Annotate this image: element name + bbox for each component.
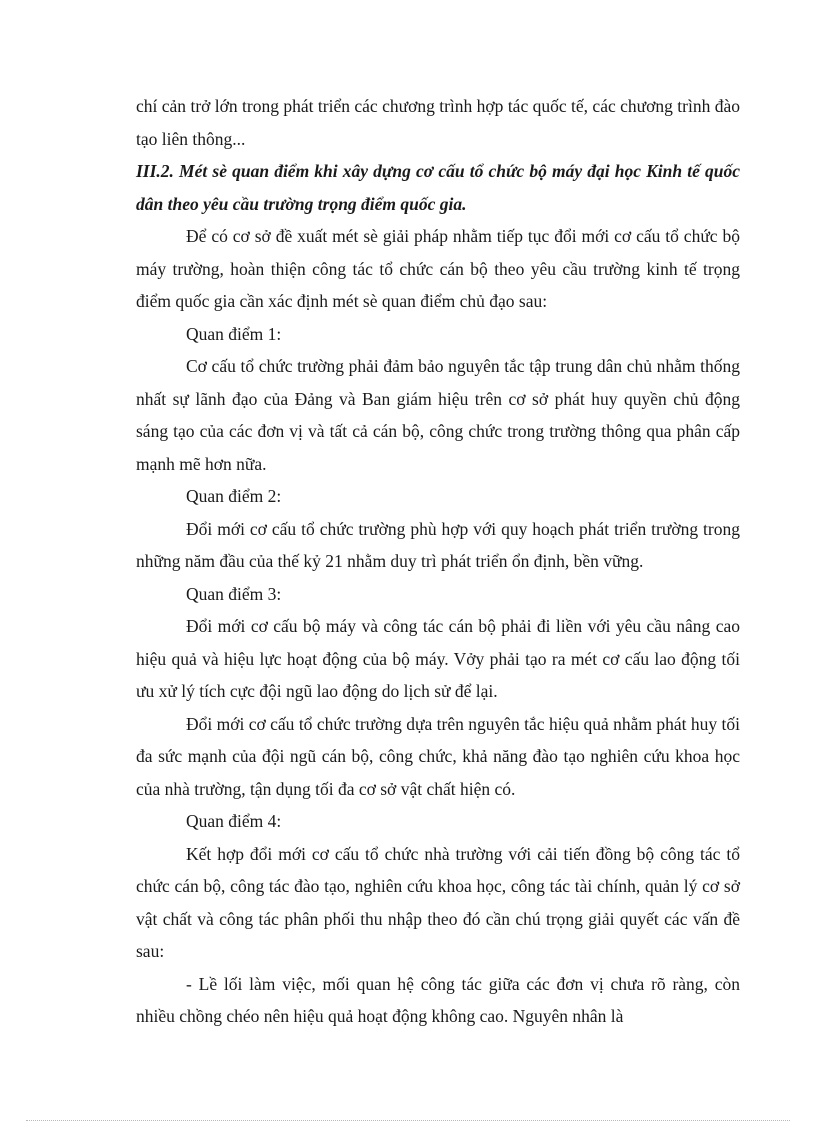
section-heading: III.2. Mét sè quan điểm khi xây dựng cơ cấu tổ chức bộ máy đại học Kinh tế quốc dân theo yêu cầu trường trọng điểm quốc gia.: [136, 161, 740, 214]
document-page: [136, 90, 740, 1033]
viewpoint-3-label: Quan điểm 3:: [186, 583, 282, 604]
viewpoint-3-text-a: Đổi mới cơ cấu bộ máy và công tác cán bộ phải đi liền với yêu cầu nâng cao hiệu quả và hiệu lực hoạt động của bộ máy. Vởy phải tạo ra mét cơ cấu lao động tối ưu xử lý tích cực đội ngũ lao động do lịch sử để lại.: [136, 616, 740, 701]
page-bottom-divider: [26, 1120, 790, 1121]
paragraph-intro: Để có cơ sở đề xuất mét sè giải pháp nhằm tiếp tục đổi mới cơ cấu tổ chức bộ máy trường, hoàn thiện công tác tổ chức cán bộ theo yêu cầu trường kinh tế trọng điểm quốc gia cần xác định mét sè quan điểm chủ đạo sau:: [136, 226, 740, 311]
viewpoint-4-label: Quan điểm 4:: [186, 811, 282, 831]
bullet-item: - Lề lối làm việc, mối quan hệ công tác giữa các đơn vị chưa rõ ràng, còn nhiều chồng chéo nên hiệu quả hoạt động không cao. Nguyên nhân là: [136, 973, 740, 1026]
viewpoint-4-text: Kết hợp đổi mới cơ cấu tổ chức nhà trường với cải tiến đồng bộ công tác tổ chức cán bộ, công tác đào tạo, nghiên cứu khoa học, công tác tài chính, quản lý cơ sở vật chất và công tác phân phối thu nhập theo đó cần chú trọng giải quyết các vấn đề sau:: [136, 843, 740, 961]
viewpoint-1-text: Cơ cấu tổ chức trường phải đảm bảo nguyên tắc tập trung dân chủ nhằm thống nhất sự lãnh đạo của Đảng và Ban giám hiệu trên cơ sở phát huy quyền chủ động sáng tạo của các đơn vị và tất cả cán bộ, công chức trong trường thông qua phân cấp mạnh mẽ hơn nữa.: [136, 356, 740, 474]
viewpoint-2-label: Quan điểm 2:: [186, 486, 282, 506]
viewpoint-2-text: Đổi mới cơ cấu tổ chức trường phù hợp với quy hoạch phát triển trường trong những năm đầu của thế kỷ 21 nhằm duy trì phát triển ổn định, bền vững.: [136, 518, 740, 571]
viewpoint-1-label: Quan điểm 1:: [186, 323, 282, 344]
paragraph-continuation: chí cản trở lớn trong phát triển các chương trình hợp tác quốc tế, các chương trình đào tạo liên thông...: [136, 96, 740, 149]
viewpoint-3-text-b: Đổi mới cơ cấu tổ chức trường dựa trên nguyên tắc hiệu quả nhằm phát huy tối đa sức mạnh của đội ngũ cán bộ, công chức, khả năng đào tạo nghiên cứu khoa học của nhà trường, tận dụng tối đa cơ sở vật chất hiện có.: [136, 713, 740, 799]
